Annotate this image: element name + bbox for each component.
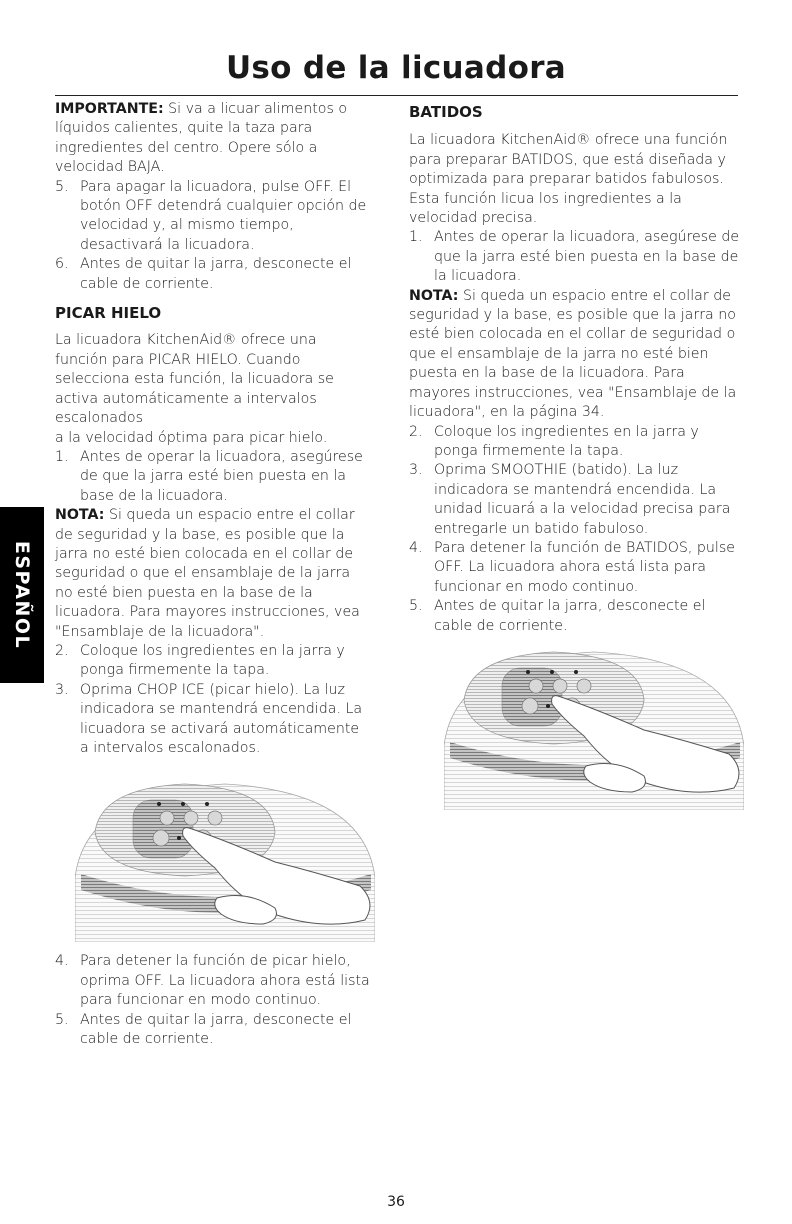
step-text: Para detener la función de picar hielo, oprima OFF. La licuadora ahora está lista para funcionar en modo continuo. <box>80 953 370 1009</box>
step-number: 3. <box>55 681 69 698</box>
step-number: 5. <box>55 178 69 195</box>
control-button <box>153 830 169 846</box>
step-text: Coloque los ingredientes en la jarra y ponga firmemente la tapa. <box>80 642 345 679</box>
list-item <box>55 178 370 256</box>
list-item <box>409 461 741 539</box>
step-number: 3. <box>409 462 423 479</box>
steps-list-top <box>55 178 370 294</box>
control-button <box>208 811 222 825</box>
indicator-light <box>546 704 550 708</box>
language-side-tab <box>0 507 44 683</box>
step-text: Antes de operar la licuadora, asegúrese de que la jarra esté bien puesta en la base de la licuadora. <box>434 229 740 285</box>
note-text: Si queda un espacio entre el collar de seguridad y la base, es posible que la jarra no esté bien colocada en el collar de seguridad o que el ensamblaje de la jarra no esté bien puesta en la base de la licuadora. Para mayores instrucciones, vea "Ensamblaje de la licuadora", en la página 34. <box>409 287 737 421</box>
important-label: IMPORTANTE: <box>55 101 164 117</box>
right-column <box>409 100 741 810</box>
control-button <box>529 679 543 693</box>
step-text: Coloque los ingredientes en la jarra y ponga firmemente la tapa. <box>434 423 699 459</box>
smoothie-steps-list <box>409 423 741 636</box>
step-number: 5. <box>55 1011 69 1028</box>
step-number: 4. <box>409 539 423 556</box>
list-item <box>55 642 370 681</box>
list-item <box>55 448 370 506</box>
blender-control-panel-illustration <box>444 638 744 810</box>
step-number: 2. <box>55 642 69 659</box>
indicator-light <box>157 802 161 806</box>
indicator-light <box>177 836 181 840</box>
crush-ice-steps-end <box>55 952 370 1049</box>
step-text: Antes de operar la licuadora, asegúrese de que la jarra esté bien puesta en la base de la licuadora. <box>80 448 363 504</box>
control-button <box>522 698 538 714</box>
control-button <box>160 811 174 825</box>
list-item <box>409 423 741 462</box>
smoothie-note <box>409 287 741 423</box>
smoothie-step-1-list <box>409 228 741 286</box>
control-button <box>553 679 567 693</box>
title-divider <box>55 95 738 96</box>
smoothie-intro: La licuadora KitchenAid® ofrece una función para preparar BATIDOS, que está diseñada y optimizada para preparar batidos fabulosos. Esta función licua los ingredientes a la velocidad precisa. <box>409 132 728 227</box>
list-item <box>409 228 741 286</box>
step-text: Para detener la función de BATIDOS, pulse OFF. La licuadora ahora está lista para funcionar en modo continuo. <box>434 539 735 595</box>
indicator-light <box>550 670 554 674</box>
step-number: 1. <box>55 448 69 465</box>
step-number: 2. <box>409 423 423 440</box>
step-number: 4. <box>55 953 69 970</box>
step-number: 1. <box>409 229 423 246</box>
step-text: Oprima SMOOTHIE (batido). La luz indicadora se mantendrá encendida. La unidad licuará a la velocidad precisa para entregarle un batido fabuloso. <box>434 462 731 537</box>
crush-ice-intro: La licuadora KitchenAid® ofrece una función para PICAR HIELO. Cuando selecciona esta función, la licuadora se activa automáticamente a intervalos escalonados <box>55 332 334 427</box>
note-text: Si queda un espacio entre el collar de seguridad y la base, es posible que la jarra no esté bien colocada en el collar de seguridad o que el ensamblaje de la jarra no esté bien puesta en la base de la licuadora. Para mayores instrucciones, vea "Ensamblaje de la licuadora". <box>55 507 360 640</box>
note-label: NOTA: <box>55 507 105 524</box>
indicator-light <box>205 802 209 806</box>
list-item <box>55 952 370 1010</box>
section-heading-crush-ice: PICAR HIELO <box>55 304 162 323</box>
important-text: Si va a licuar alimentos o líquidos calientes, quite la taza para ingredientes del centro. Opere sólo a velocidad BAJA. <box>55 101 348 176</box>
page-title: Uso de la licuadora <box>225 50 567 86</box>
left-column <box>55 100 370 1049</box>
language-label: ESPAÑOL <box>11 540 33 650</box>
list-item <box>409 539 741 597</box>
section-heading-smoothie: BATIDOS <box>409 103 483 121</box>
important-paragraph <box>55 100 370 178</box>
indicator-light <box>574 670 578 674</box>
step-text: Antes de quitar la jarra, desconecte el cable de corriente. <box>80 256 352 292</box>
indicator-light <box>181 802 185 806</box>
note-label: NOTA: <box>409 287 459 304</box>
step-number: 5. <box>409 598 423 615</box>
crush-ice-steps-mid <box>55 642 370 758</box>
indicator-light <box>526 670 530 674</box>
step-text: Antes de quitar la jarra, desconecte el cable de corriente. <box>80 1011 352 1048</box>
list-item <box>55 681 370 759</box>
step-text: Oprima CHOP ICE (picar hielo). La luz indicadora se mantendrá encendida. La licuadora se activará automáticamente a intervalos escalonados. <box>80 681 363 756</box>
list-item <box>55 1011 370 1050</box>
list-item <box>55 255 370 294</box>
crush-ice-intro-continued: a la velocidad óptima para picar hielo. <box>55 429 328 446</box>
step-text: Para apagar la licuadora, pulse OFF. El botón OFF detendrá cualquier opción de velocidad y, al mismo tiempo, desactivará la licuadora. <box>80 178 367 253</box>
blender-control-panel-illustration <box>75 770 375 942</box>
step-number: 6. <box>55 256 69 273</box>
crush-ice-step-1-list <box>55 448 370 506</box>
page-number: 36 <box>387 1194 405 1210</box>
control-button <box>577 679 591 693</box>
list-item <box>409 597 741 636</box>
crush-ice-note <box>55 506 370 642</box>
control-button <box>184 811 198 825</box>
step-text: Antes de quitar la jarra, desconecte el cable de corriente. <box>434 598 706 634</box>
